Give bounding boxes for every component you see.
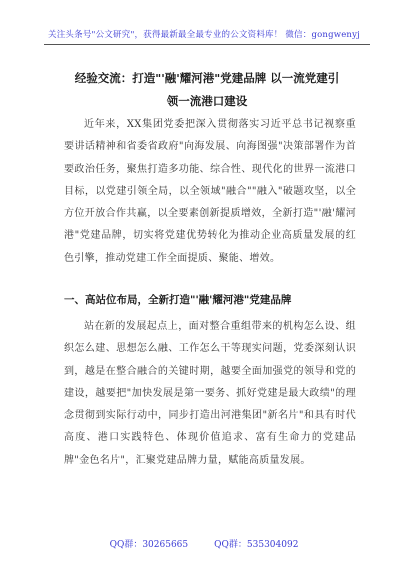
header-divider bbox=[44, 44, 370, 45]
footer-qq-group-2: QQ群：535304092 bbox=[214, 540, 299, 550]
footer-qq-group-1: QQ群：30265665 bbox=[109, 540, 189, 550]
footer-contact bbox=[0, 537, 408, 550]
document-title-line-1: 经验交流：打造"'融'耀河港"党建品牌 以一流党建引 bbox=[74, 71, 340, 85]
document-title-line-2: 领一流港口建设 bbox=[166, 94, 248, 108]
body-paragraph-1: 近年来，XX集团党委把深入贯彻落实习近平总书记视察重要讲话精神和省委省政府"向海发展、向海图强"决策部署作为首要政治任务，聚焦打造多功能、综合性、现代化的世界一流港口目标，以党建引领全局，以全领域"融合""融入"破题攻坚，以全方位开放合作共赢，以全要素创新提质增效，全新打造"'融'耀河港"党建品牌，切实将党建优势转化为推动企业高质量发展的红色引擎，推动党建工作全面提质、聚能、增效。 bbox=[64, 119, 356, 264]
header-notice: 关注头条号"公文研究"，获得最新最全最专业的公文资料库！ 微信：gongwenyj bbox=[48, 30, 360, 40]
body-paragraph-2: 站在新的发展起点上，面对整合重组带来的机构怎么设、组织怎么建、思想怎么融、工作怎么干等现实问题，党委深刻认识到，越是在整合融合的关键时期，越要全面加强党的领导和党的建设，越要把"加快发展是第一要务、抓好党建是最大政绩"的理念贯彻到实际行动中，同步打造出河港集团"新名片"和具有时代高度、港口实践特色、体现价值追求、富有生命力的党建品牌"金色名片"，汇聚党建品牌力量，赋能高质量发展。 bbox=[64, 321, 356, 466]
section-heading-1: 一、高站位布局，全新打造"'融'耀河港"党建品牌 bbox=[64, 294, 292, 306]
